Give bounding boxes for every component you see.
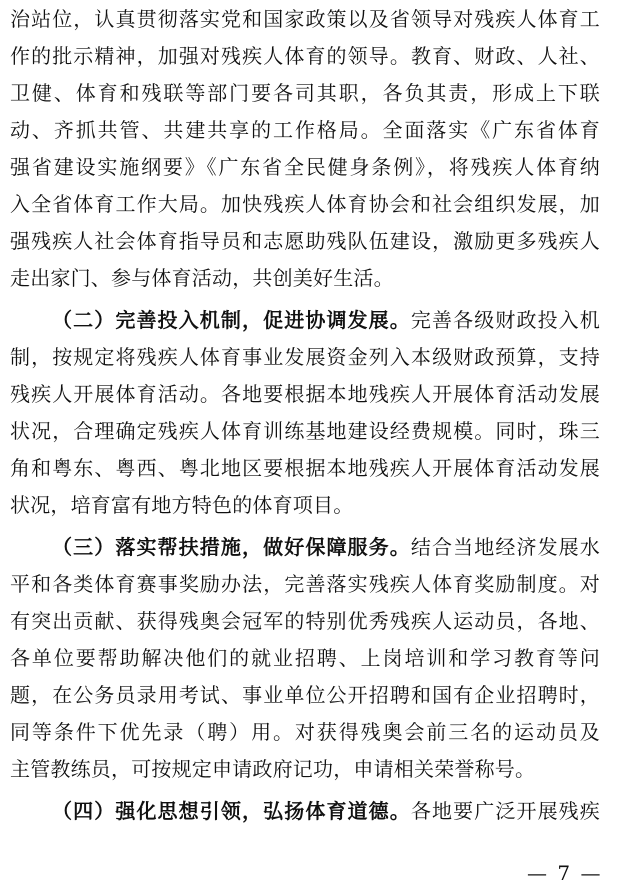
section-heading-rest: 结合当地经济发展水	[410, 535, 600, 559]
paragraph-line: 状况，培育富有地方特色的体育项目。	[10, 493, 354, 517]
section-heading-rest: 各地要广泛开展残疾	[410, 799, 600, 823]
paragraph-line: 主管教练员，可按规定申请政府记功，申请相关荣誉称号。	[10, 757, 536, 781]
paragraph-line: 强省建设实施纲要》《广东省全民健身条例》，将残疾人体育纳	[10, 155, 600, 179]
paragraph-line: 制，按规定将残疾人体育事业发展资金列入本级财政预算，支持	[10, 345, 600, 369]
paragraph-line: 有突出贡献、获得残奥会冠军的特别优秀残疾人运动员，各地、	[10, 609, 600, 633]
paragraph-line: 题，在公务员录用考试、事业单位公开招聘和国有企业招聘时，	[10, 683, 600, 707]
paragraph-line: 状况，合理确定残疾人体育训练基地建设经费规模。同时，珠三	[10, 419, 600, 443]
section-heading-line	[52, 305, 600, 335]
section-heading: （三）落实帮扶措施，做好保障服务。	[52, 535, 411, 559]
section-heading-line	[52, 796, 600, 826]
paragraph-line: 作的批示精神，加强对残疾人体育的领导。教育、财政、人社、	[10, 44, 600, 68]
page-number: — 7 —	[527, 861, 603, 885]
paragraph-line: 动、齐抓共管、共建共享的工作格局。全面落实《广东省体育	[10, 118, 600, 142]
paragraph-line: 治站位，认真贯彻落实党和国家政策以及省领导对残疾人体育工	[10, 7, 600, 31]
paragraph-line: 残疾人开展体育活动。各地要根据本地残疾人开展体育活动发展	[10, 382, 600, 406]
section-heading: （二）完善投入机制，促进协调发展。	[52, 308, 411, 332]
section-heading-line	[52, 532, 600, 562]
paragraph-line: 走出家门、参与体育活动，共创美好生活。	[10, 266, 394, 290]
paragraph-line: 强残疾人社会体育指导员和志愿助残队伍建设，激励更多残疾人	[10, 229, 600, 253]
paragraph-line: 入全省体育工作大局。加快残疾人体育协会和社会组织发展，加	[10, 192, 600, 216]
section-heading-rest: 完善各级财政投入机	[410, 308, 600, 332]
paragraph-line: 同等条件下优先录（聘）用。对获得残奥会前三名的运动员及	[10, 720, 600, 744]
paragraph-line: 角和粤东、粤西、粤北地区要根据本地残疾人开展体育活动发展	[10, 456, 600, 480]
paragraph-line: 各单位要帮助解决他们的就业招聘、上岗培训和学习教育等问	[10, 646, 600, 670]
paragraph-line: 卫健、体育和残联等部门要各司其职，各负其责，形成上下联	[10, 81, 600, 105]
paragraph-line: 平和各类体育赛事奖励办法，完善落实残疾人体育奖励制度。对	[10, 572, 600, 596]
section-heading: （四）强化思想引领，弘扬体育道德。	[52, 799, 411, 823]
